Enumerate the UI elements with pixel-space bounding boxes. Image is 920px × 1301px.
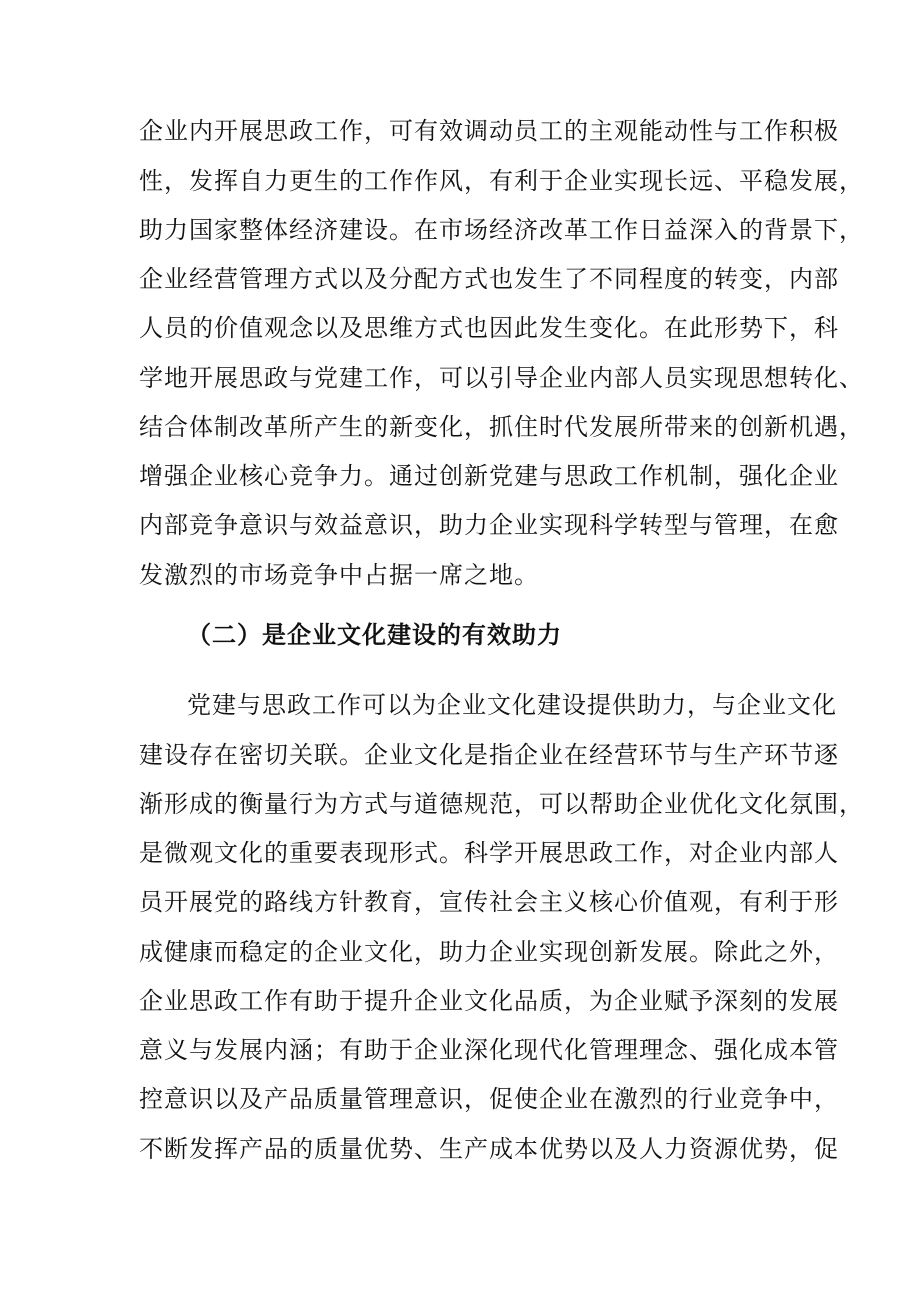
paragraph-1-line: 性，发挥自力更生的工作作风，有利于企业实现长远、平稳发展， xyxy=(139,167,864,195)
section-heading: （二）是企业文化建设的有效助力 xyxy=(187,620,562,649)
paragraph-2-line: 成健康而稳定的企业文化，助力企业实现创新发展。除此之外， xyxy=(139,938,839,966)
paragraph-2-line: 渐形成的衡量行为方式与道德规范，可以帮助企业优化文化氛围， xyxy=(139,790,864,818)
paragraph-1-line: 结合体制改革所产生的新变化，抓住时代发展所带来的创新机遇， xyxy=(139,413,864,441)
paragraph-1-line: 助力国家整体经济建设。在市场经济改革工作日益深入的背景下， xyxy=(139,216,864,244)
paragraph-2-line: 党建与思政工作可以为企业文化建设提供助力，与企业文化 xyxy=(187,691,837,719)
paragraph-2-line: 控意识以及产品质量管理意识，促使企业在激烈的行业竞争中， xyxy=(139,1085,839,1113)
paragraph-1-line: 企业经营管理方式以及分配方式也发生了不同程度的转变，内部 xyxy=(139,265,839,293)
paragraph-2-line: 意义与发展内涵；有助于企业深化现代化管理理念、强化成本管 xyxy=(139,1036,839,1064)
paragraph-2-line: 是微观文化的重要表现形式。科学开展思政工作，对企业内部人 xyxy=(139,839,839,867)
paragraph-1-line: 增强企业核心竞争力。通过创新党建与思政工作机制，强化企业 xyxy=(139,462,839,490)
paragraph-2-line: 建设存在密切关联。企业文化是指企业在经营环节与生产环节逐 xyxy=(139,741,839,769)
paragraph-2-line: 员开展党的路线方针教育，宣传社会主义核心价值观，有利于形 xyxy=(139,888,839,916)
paragraph-1-line: 学地开展思政与党建工作，可以引导企业内部人员实现思想转化、 xyxy=(139,364,864,392)
paragraph-1-line: 发激烈的市场竞争中占据一席之地。 xyxy=(139,561,539,589)
paragraph-2-line: 不断发挥产品的质量优势、生产成本优势以及人力资源优势，促 xyxy=(139,1135,839,1163)
paragraph-1-line: 内部竞争意识与效益意识，助力企业实现科学转型与管理，在愈 xyxy=(139,511,839,539)
paragraph-1-line: 企业内开展思政工作，可有效调动员工的主观能动性与工作积极 xyxy=(139,117,839,145)
paragraph-2-line: 企业思政工作有助于提升企业文化品质，为企业赋予深刻的发展 xyxy=(139,987,839,1015)
paragraph-1-line: 人员的价值观念以及思维方式也因此发生变化。在此形势下，科 xyxy=(139,314,839,342)
